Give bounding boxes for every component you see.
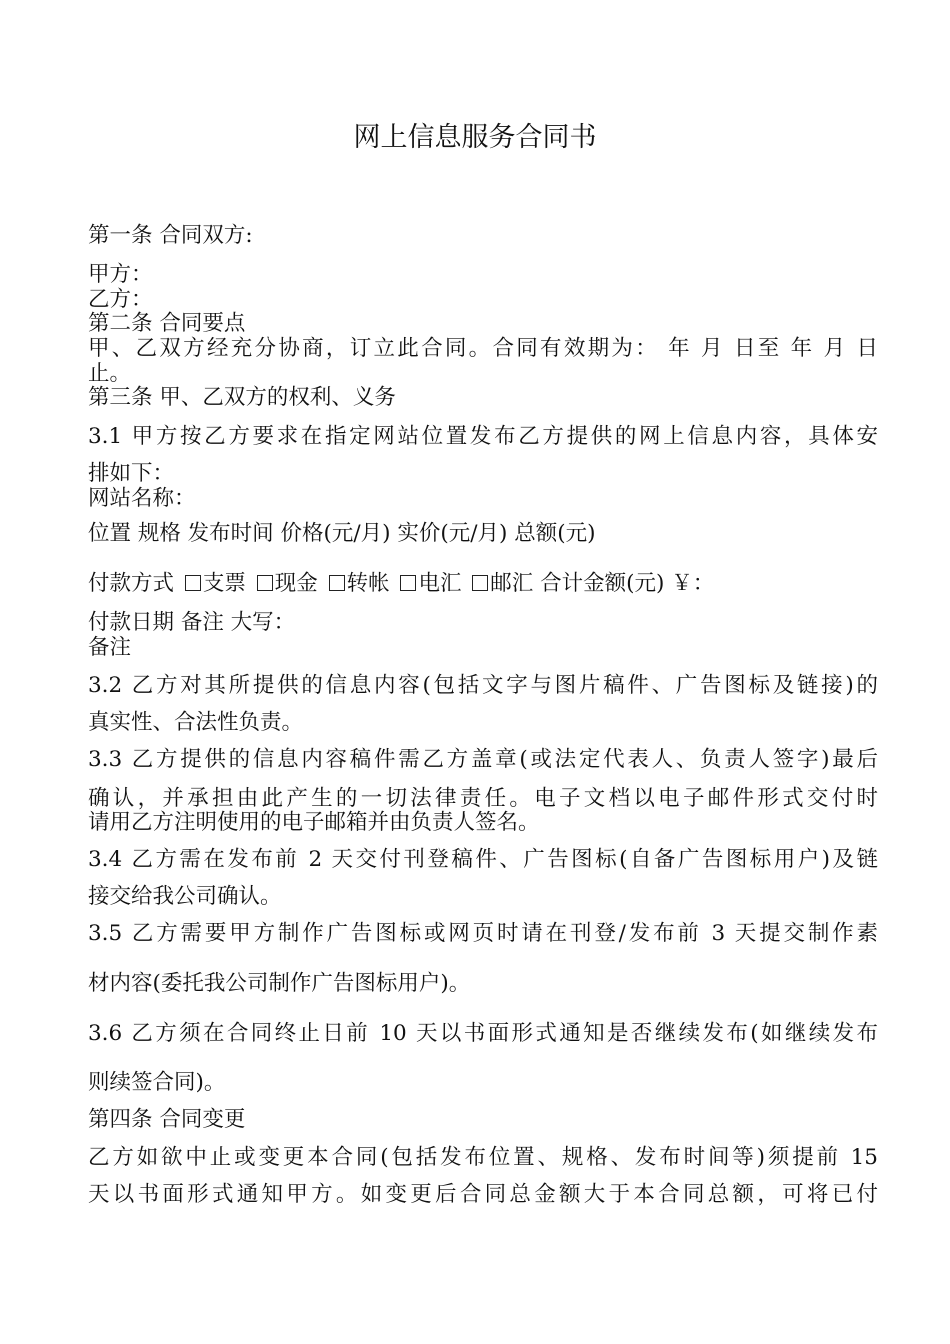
clause-3-5-line: 3.5 乙方需要甲方制作广告图标或网页时请在刊登/发布前 3 天提交制作素 (88, 921, 878, 946)
paragraph-line: 乙方如欲中止或变更本合同(包括发布位置、规格、发布时间等)须提前 15 (88, 1145, 878, 1170)
paragraph-line: 则续签合同)。 (88, 1070, 226, 1095)
paragraph-line: 天以书面形式通知甲方。如变更后合同总金额大于本合同总额，可将已付 (88, 1182, 878, 1207)
checkbox-icon[interactable] (400, 575, 416, 591)
clause-3-1-line: 3.1 甲方按乙方要求在指定网站位置发布乙方提供的网上信息内容，具体安 (88, 424, 878, 449)
clause-3-3-line: 3.3 乙方提供的信息内容稿件需乙方盖章(或法定代表人、负责人签字)最后 (88, 747, 878, 772)
article-1-heading: 第一条 合同双方: (88, 223, 253, 248)
payment-method-label: 付款方式 (88, 571, 175, 596)
payment-option-cheque[interactable]: 支票 (185, 571, 246, 596)
pricing-header-line: 位置 规格 发布时间 价格(元/月) 实价(元/月) 总额(元) (88, 521, 596, 546)
paragraph-line: 甲、乙双方经充分协商，订立此合同。合同有效期为： 年 月 日至 年 月 日 (88, 336, 878, 361)
paragraph-line: 接交给我公司确认。 (88, 884, 282, 909)
payment-method-line (88, 571, 878, 597)
paragraph-line: 请用乙方注明使用的电子邮箱并由负责人签名。 (88, 810, 540, 835)
payment-option-transfer[interactable]: 转帐 (329, 571, 390, 596)
checkbox-icon[interactable] (472, 575, 488, 591)
remarks-line: 备注 (88, 635, 132, 660)
total-amount-label: 合计金额(元) ￥： (540, 571, 715, 596)
checkbox-icon[interactable] (185, 575, 201, 591)
article-4-heading: 第四条 合同变更 (88, 1107, 246, 1132)
paragraph-line: 排如下： (88, 461, 175, 486)
clause-3-6-line: 3.6 乙方须在合同终止日前 10 天以书面形式通知是否继续发布(如继续发布 (88, 1021, 878, 1046)
checkbox-icon[interactable] (257, 575, 273, 591)
paragraph-line: 止。 (88, 361, 132, 386)
payment-option-postal[interactable]: 邮汇 (472, 571, 533, 596)
document-title: 网上信息服务合同书 (353, 122, 597, 153)
website-name-line: 网站名称： (88, 486, 196, 511)
party-b-line: 乙方： (88, 287, 153, 312)
party-a-line: 甲方： (88, 262, 153, 287)
clause-3-4-line: 3.4 乙方需在发布前 2 天交付刊登稿件、广告图标(自备广告图标用户)及链 (88, 847, 878, 872)
paragraph-line: 确认，并承担由此产生的一切法律责任。电子文档以电子邮件形式交付时 (88, 786, 878, 811)
payment-date-line: 付款日期 备注 大写： (88, 610, 296, 635)
article-3-heading: 第三条 甲、乙双方的权利、义务 (88, 385, 396, 410)
clause-3-2-line: 3.2 乙方对其所提供的信息内容(包括文字与图片稿件、广告图标及链接)的 (88, 673, 878, 698)
payment-option-cash[interactable]: 现金 (257, 571, 318, 596)
payment-option-wire[interactable]: 电汇 (400, 571, 461, 596)
article-2-heading: 第二条 合同要点 (88, 311, 246, 336)
paragraph-line: 材内容(委托我公司制作广告图标用户)。 (88, 971, 471, 996)
paragraph-line: 真实性、合法性负责。 (88, 710, 304, 735)
checkbox-icon[interactable] (329, 575, 345, 591)
